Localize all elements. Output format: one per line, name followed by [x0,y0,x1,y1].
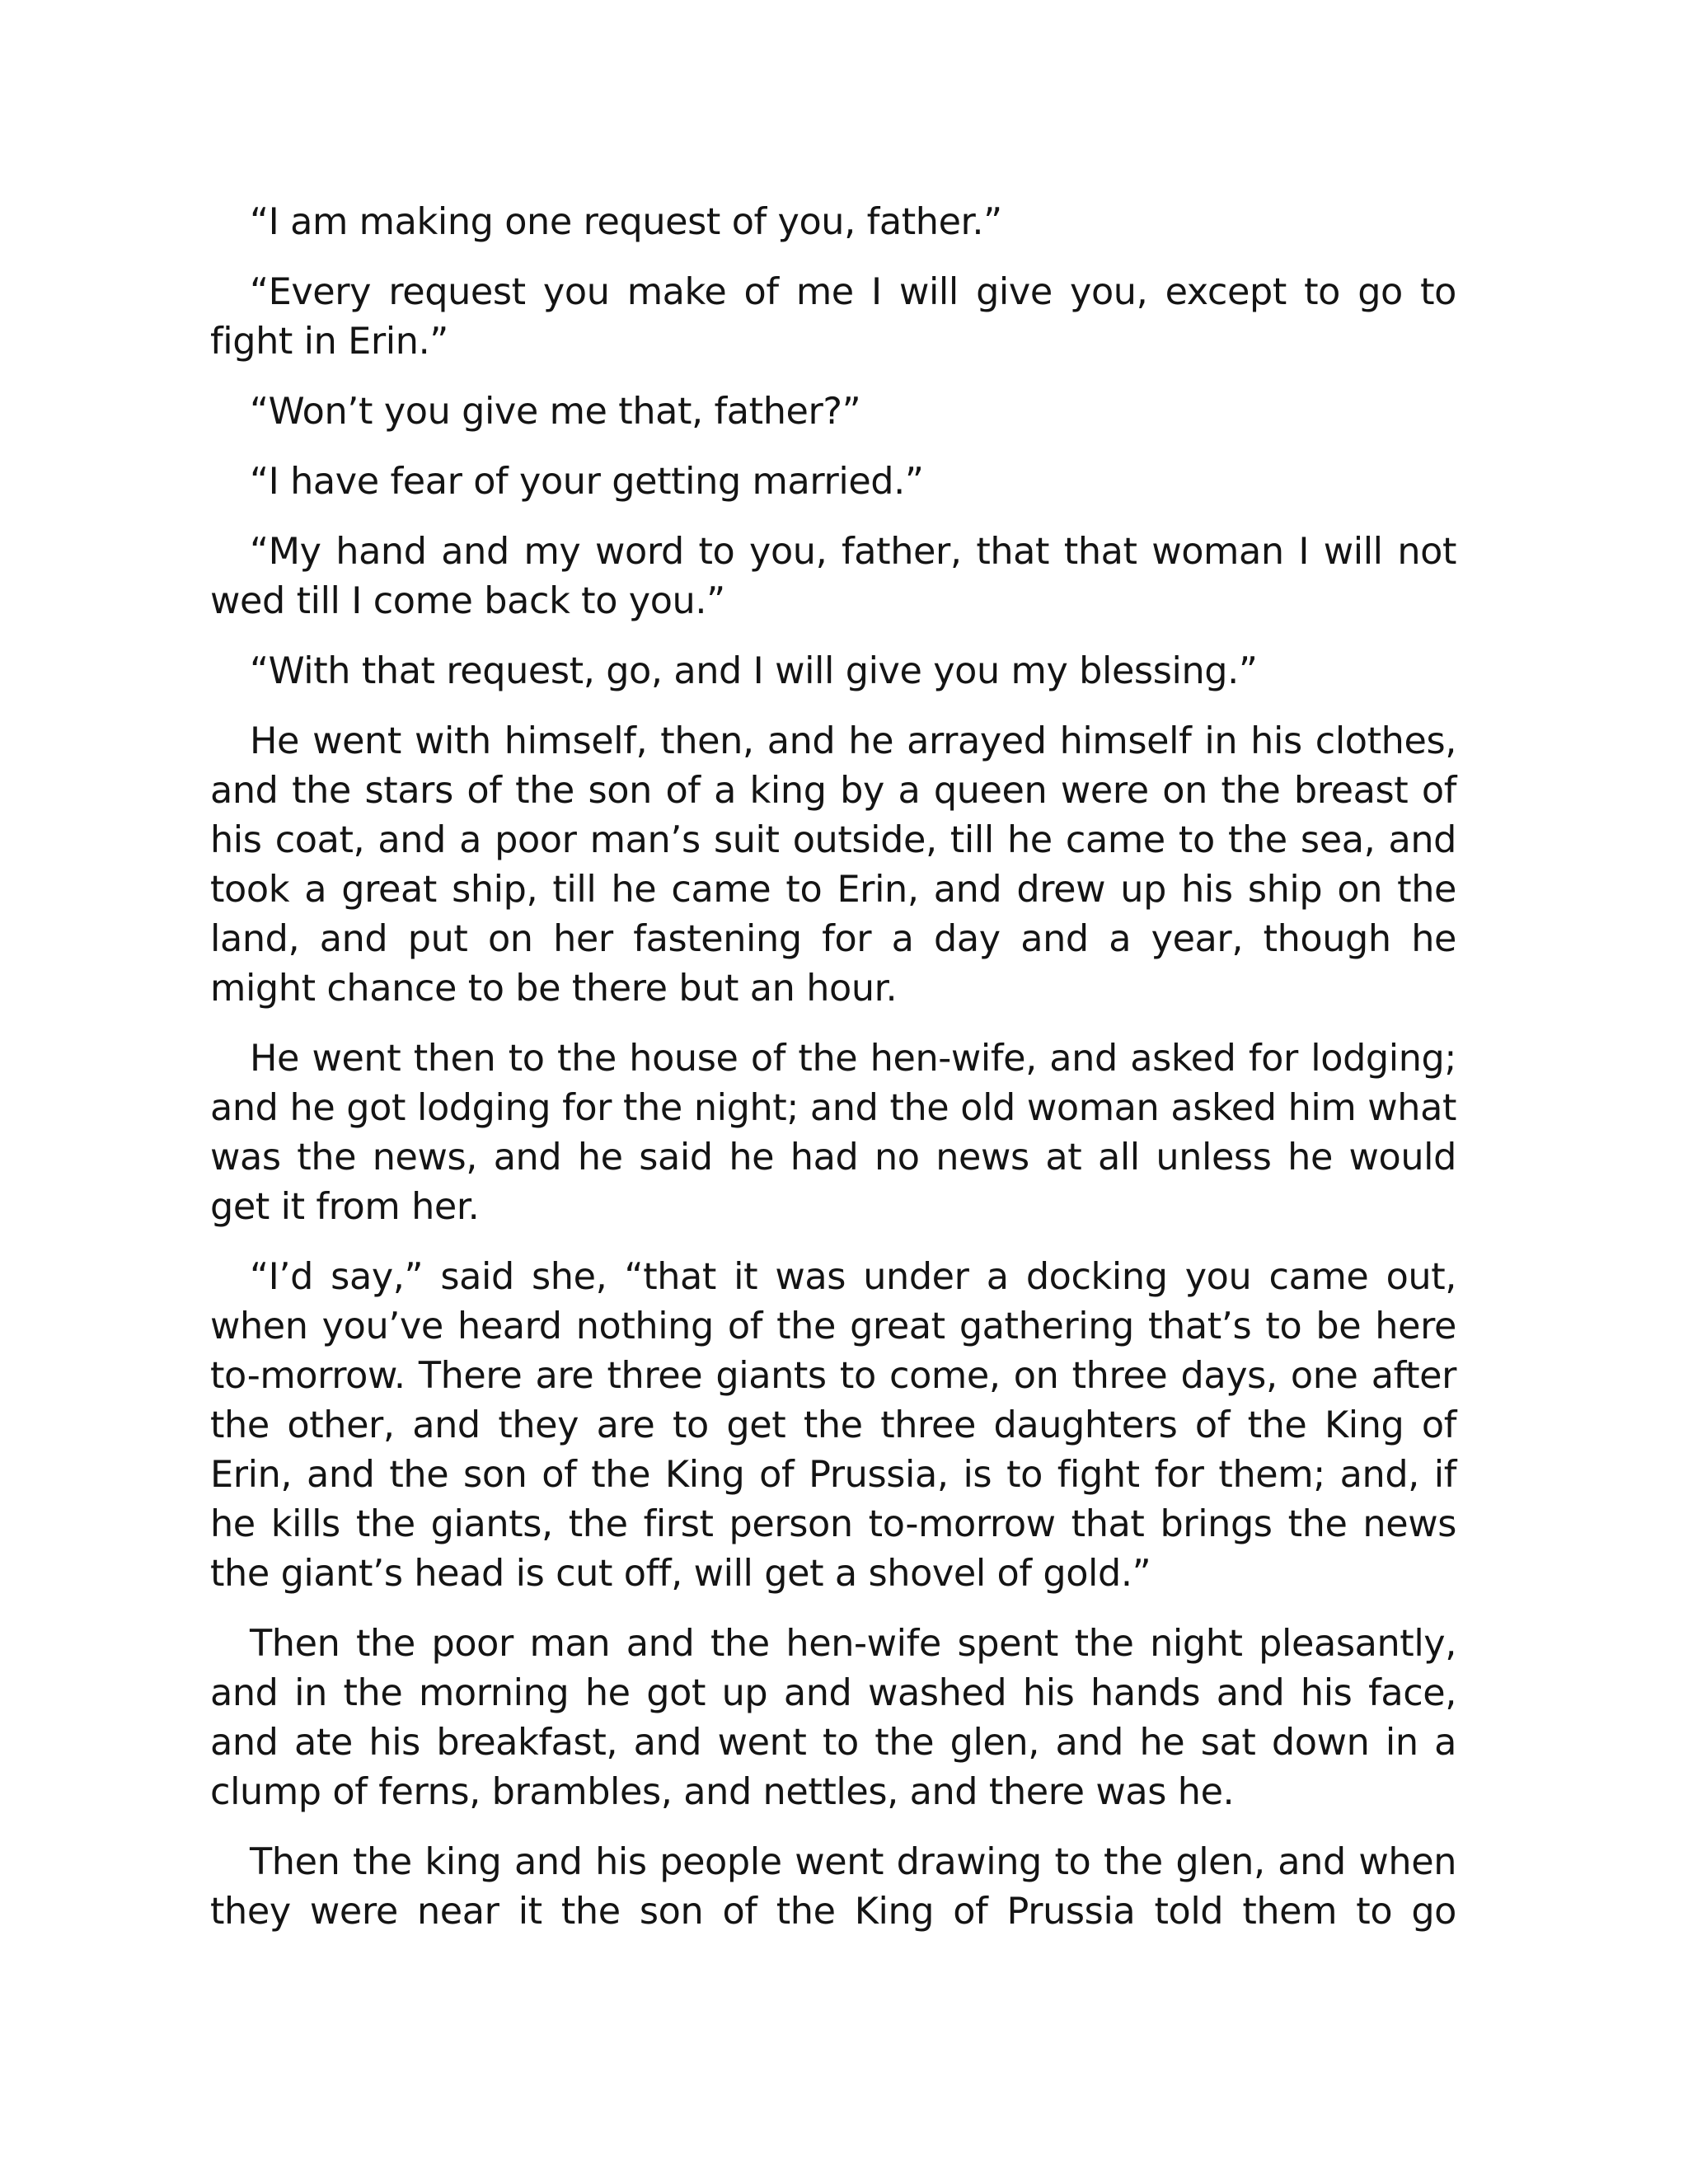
paragraph-3: “Won’t you give me that, father?” [250,391,861,433]
paragraph-10: Then the poor man and the hen-wife spent the night pleasantly, and in the morning he got up and washed his hands and his face, and ate his breakfast, and went to the glen, and he sat down in a clump of ferns, brambles, and nettles, and there was he. [210,1623,1456,1813]
paragraph-11: Then the king and his people went drawing to the glen, and when they were near it the son of the King of Prussia told them to go [210,1841,1456,1933]
paragraph-8: He went then to the house of the hen-wife, and asked for lodging; and he got lodging for the night; and the old woman asked him what was the news, and he said he had no news at all unless he would get it from her. [210,1038,1456,1228]
paragraph-5: “My hand and my word to you, father, that that woman I will not wed till I come back to you.” [210,531,1456,622]
paragraph-1: “I am making one request of you, father.” [250,201,1002,243]
paragraph-4: “I have fear of your getting married.” [250,461,924,503]
page-body [210,198,1456,1937]
paragraph-7: He went with himself, then, and he arrayed himself in his clothes, and the stars of the son of a king by a queen were on the breast of his coat, and a poor man’s suit outside, till he came to the sea, and took a great ship, till he came to Erin, and drew up his ship on the land, and put on her fastening for a day and a year, though he might chance to be there but an hour. [210,720,1456,1010]
paragraph-9: “I’d say,” said she, “that it was under a docking you came out, when you’ve heard nothing of the great gathering that’s to be here to-morrow. There are three giants to come, on three days, one after the other, and they are to get the three daughters of the King of Erin, and the son of the King of Prussia, is to fight for them; and, if he kills the giants, the first person to-morrow that brings the news the giant’s head is cut off, will get a shovel of gold.” [210,1256,1456,1595]
paragraph-6: “With that request, go, and I will give you my blessing.” [250,650,1258,692]
paragraph-2: “Every request you make of me I will give you, except to go to fight in Erin.” [210,271,1456,363]
